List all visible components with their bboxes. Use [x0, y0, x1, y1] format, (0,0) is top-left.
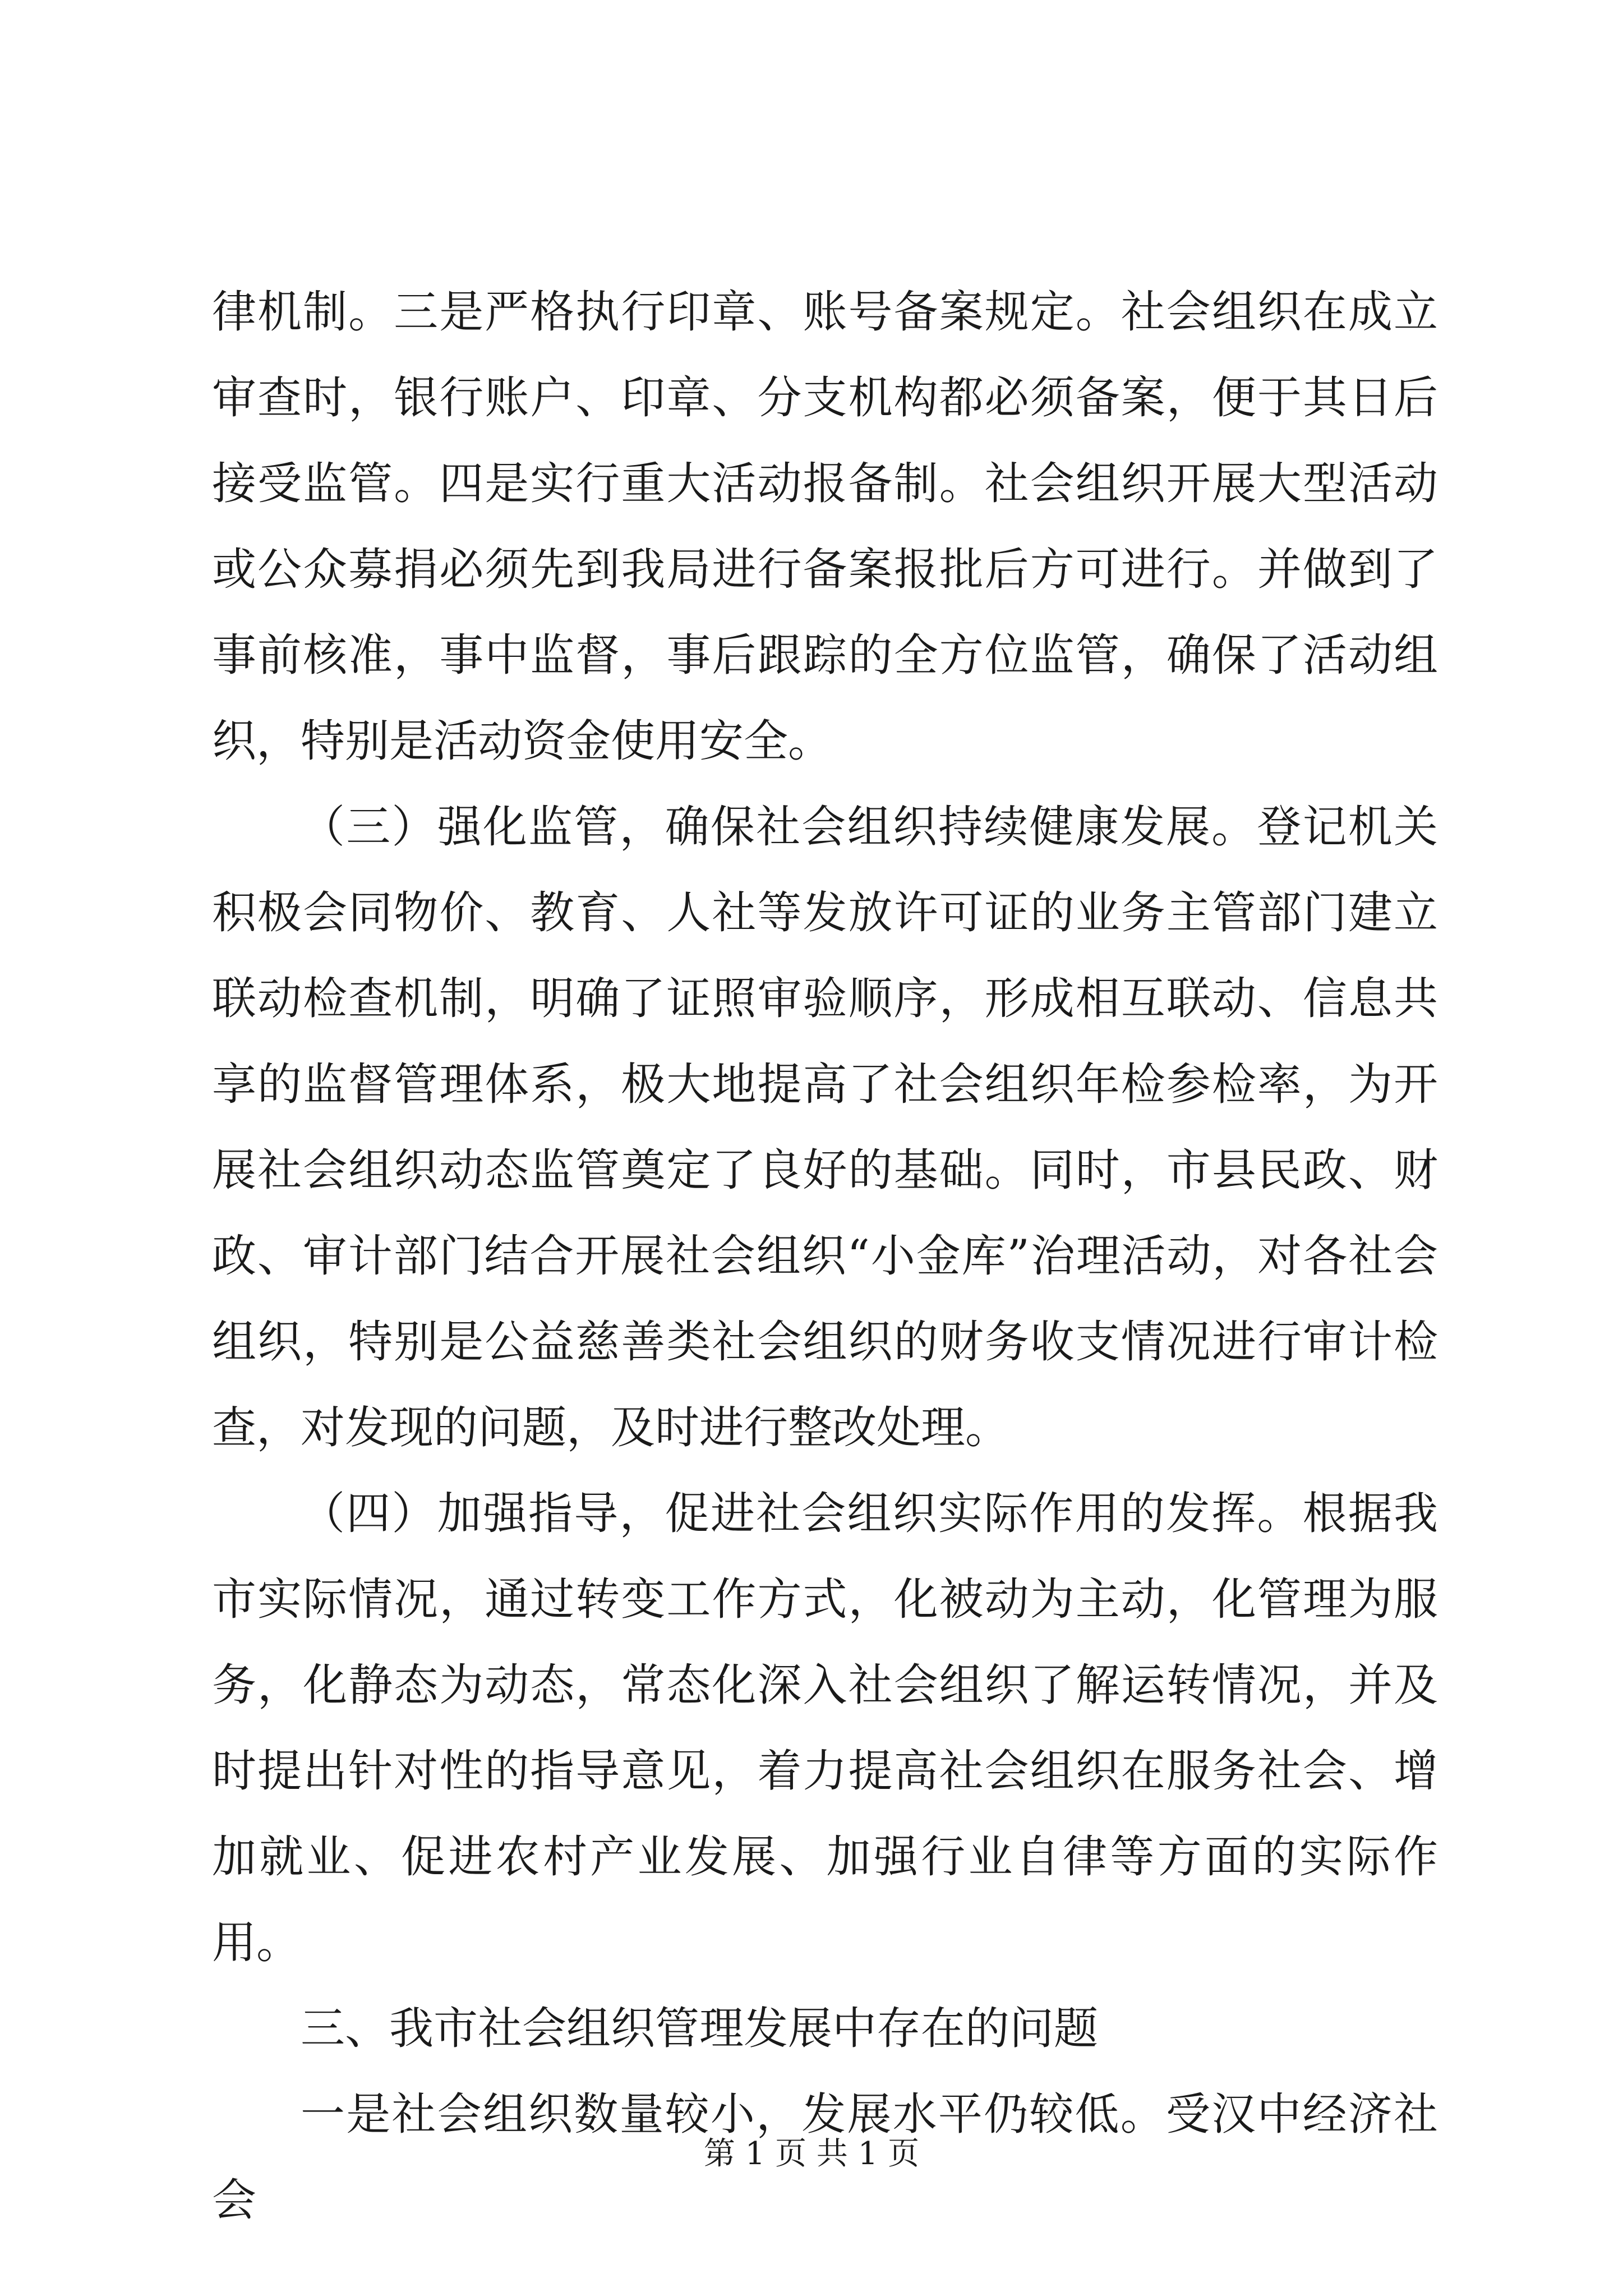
paragraph-5: 一是社会组织数量较小，发展水平仍较低。受汉中经济社会 — [212, 2088, 1438, 2226]
document-body — [212, 269, 1438, 2243]
paragraph-2: （三）强化监管，确保社会组织持续健康发展。登记机关积极会同物价、教育、人社等发放许可证的业务主管部门建立联动检查机制，明确了证照审验顺序，形成相互联动、信息共享的监督管理体系，极大地提高了社会组织年检参检率，为开展社会组织动态监管奠定了良好的基础。同时，市县民政、财政、审计部门结合开展社会组织“小金库”治理活动，对各社会组织，特别是公益慈善类社会组织的财务收支情况进行审计检查，对发现的问题，及时进行整改处理。 — [212, 801, 1438, 1453]
paragraph-1: 律机制。三是严格执行印章、账号备案规定。社会组织在成立审查时，银行账户、印章、分支机构都必须备案，便于其日后接受监管。四是实行重大活动报备制。社会组织开展大型活动或公众募捐必须先到我局进行备案报批后方可进行。并做到了事前核准，事中监督，事后跟踪的全方位监管，确保了活动组织，特别是活动资金使用安全。 — [212, 286, 1438, 767]
page-number-label: 第 1 页 共 1 页 — [703, 2136, 920, 2172]
page-footer — [0, 2129, 1623, 2174]
paragraph-3: （四）加强指导，促进社会组织实际作用的发挥。根据我市实际情况，通过转变工作方式，化被动为主动，化管理为服务，化静态为动态，常态化深入社会组织了解运转情况，并及时提出针对性的指导意见，着力提高社会组织在服务社会、增加就业、促进农村产业发展、加强行业自律等方面的实际作用。 — [212, 1488, 1438, 1968]
section-heading: 三、我市社会组织管理发展中存在的问题 — [301, 2003, 1098, 2054]
